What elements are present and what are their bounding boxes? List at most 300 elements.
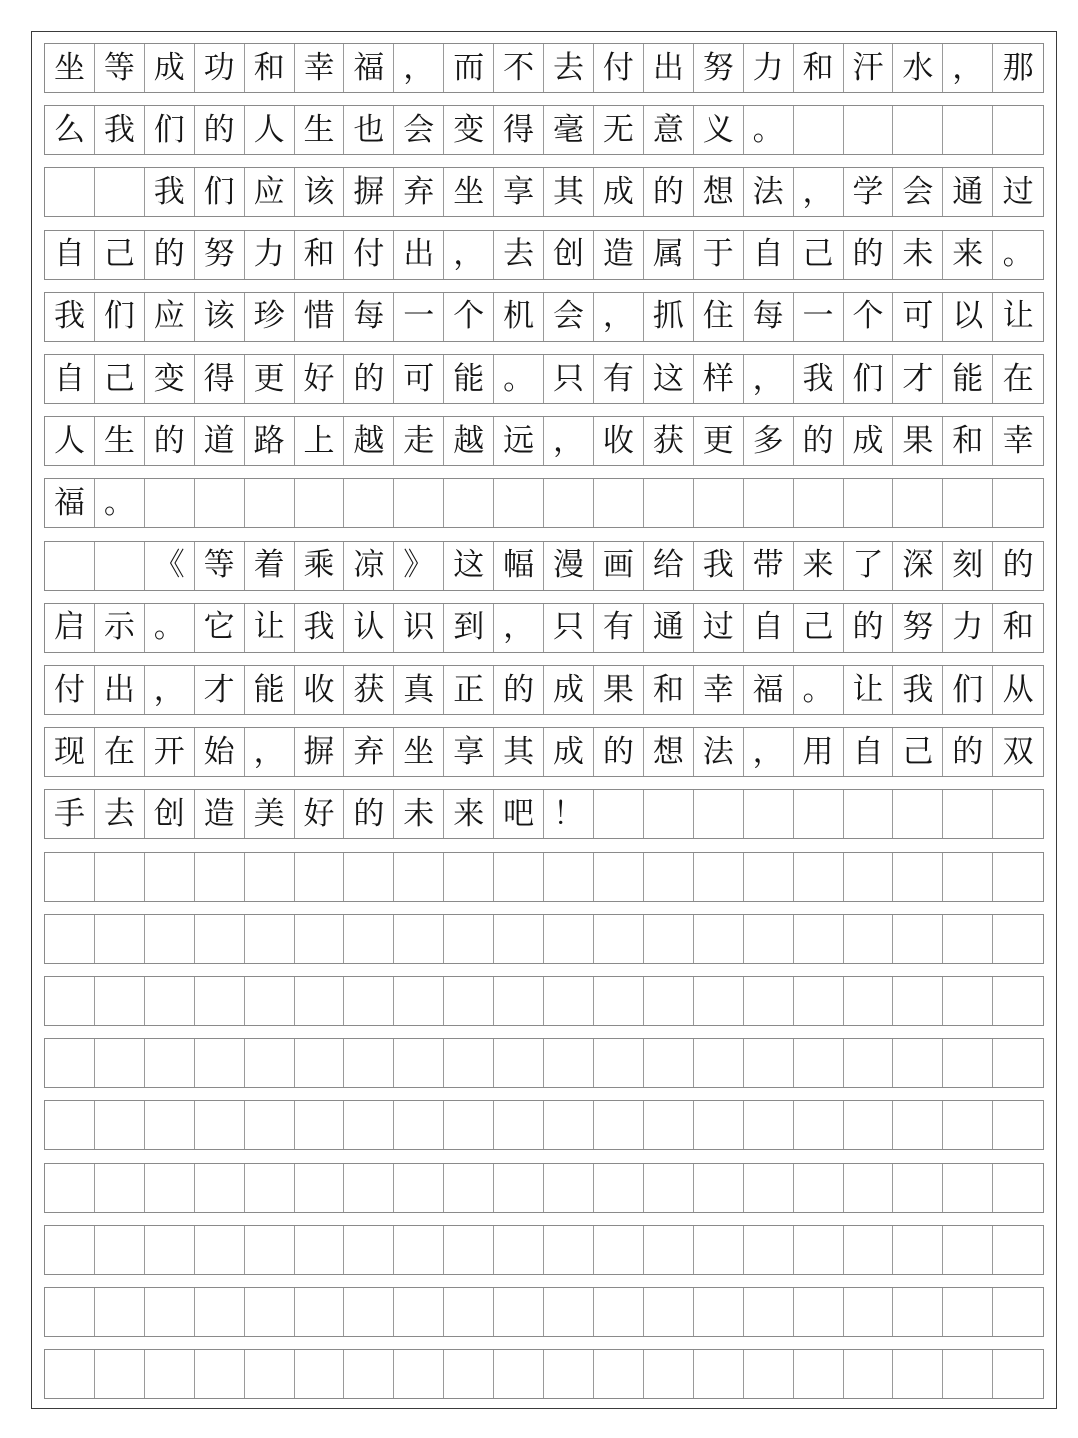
- grid-row: [44, 416, 1044, 466]
- grid-cell: [344, 1101, 394, 1149]
- grid-cell: 力: [943, 604, 993, 652]
- grid-cell: [145, 977, 195, 1025]
- grid-cell: 通: [943, 168, 993, 216]
- grid-cell: [993, 790, 1043, 838]
- grid-cell: 到: [444, 604, 494, 652]
- grid-row: [44, 852, 1044, 902]
- grid-cell: 生: [95, 417, 145, 465]
- grid-cell: [794, 106, 844, 154]
- grid-cell: 力: [744, 44, 794, 92]
- grid-cell: 该: [195, 293, 245, 341]
- grid-cell: 。: [1002, 236, 1034, 273]
- grid-cell: 了: [844, 542, 894, 590]
- grid-row: [44, 230, 1044, 280]
- grid-cell: [195, 1164, 245, 1212]
- grid-cell: [394, 1164, 444, 1212]
- grid-cell: [145, 1164, 195, 1212]
- grid-cell: [644, 790, 694, 838]
- grid-cell: ，: [943, 44, 993, 92]
- grid-cell: [943, 853, 993, 901]
- grid-cell: [644, 853, 694, 901]
- grid-cell: [993, 1288, 1043, 1336]
- essay-sheet: [31, 31, 1057, 1409]
- grid-cell: [45, 1039, 95, 1087]
- grid-cell: [644, 1226, 694, 1274]
- grid-cell: 幸: [295, 44, 345, 92]
- grid-cell: [893, 1039, 943, 1087]
- grid-cell: [794, 1164, 844, 1212]
- grid-cell: [644, 1288, 694, 1336]
- grid-cell: [394, 1350, 444, 1398]
- grid-cell: [844, 1164, 894, 1212]
- grid-cell: 成: [145, 44, 195, 92]
- grid-cell: 远: [494, 417, 544, 465]
- grid-cell: [594, 1164, 644, 1212]
- grid-cell: [494, 1226, 544, 1274]
- grid-cell: [644, 1101, 694, 1149]
- grid-cell: [544, 977, 594, 1025]
- grid-cell: 识: [394, 604, 444, 652]
- grid-cell: 美: [245, 790, 295, 838]
- grid-cell: [993, 479, 1043, 527]
- grid-cell: 弃: [394, 168, 444, 216]
- grid-cell: [444, 1288, 494, 1336]
- grid-cell: [844, 915, 894, 963]
- grid-cell: [195, 479, 245, 527]
- grid-row: [44, 43, 1044, 93]
- grid-cell: 变: [444, 106, 494, 154]
- grid-cell: [195, 977, 245, 1025]
- grid-row: [44, 478, 1044, 528]
- grid-cell: [694, 790, 744, 838]
- grid-cell: 和: [245, 44, 295, 92]
- grid-cell: 享: [494, 168, 544, 216]
- grid-cell: 想: [644, 728, 694, 776]
- grid-cell: [993, 977, 1043, 1025]
- grid-cell: 该: [295, 168, 345, 216]
- grid-cell: [544, 915, 594, 963]
- grid-cell: [444, 977, 494, 1025]
- grid-cell: 深: [893, 542, 943, 590]
- grid-cell: 福: [45, 479, 95, 527]
- grid-cell: 带: [744, 542, 794, 590]
- grid-cell: 能: [444, 355, 494, 403]
- grid-cell: [45, 915, 95, 963]
- grid-cell: 刻: [943, 542, 993, 590]
- grid-cell: 付: [344, 231, 394, 279]
- grid-cell: [694, 915, 744, 963]
- grid-cell: 未: [893, 231, 943, 279]
- grid-cell: 它: [195, 604, 245, 652]
- grid-cell: [694, 1039, 744, 1087]
- grid-row: [44, 914, 1044, 964]
- grid-cell: 弃: [344, 728, 394, 776]
- grid-cell: 我: [794, 355, 844, 403]
- grid-cell: [245, 1164, 295, 1212]
- grid-cell: [195, 853, 245, 901]
- grid-cell: 坐: [444, 168, 494, 216]
- grid-cell: [344, 1164, 394, 1212]
- grid-cell: 始: [195, 728, 245, 776]
- grid-cell: [195, 1039, 245, 1087]
- grid-cell: 的: [844, 231, 894, 279]
- grid-cell: [145, 915, 195, 963]
- grid-cell: [245, 1101, 295, 1149]
- grid-cell: [844, 479, 894, 527]
- grid-cell: [744, 1164, 794, 1212]
- grid-cell: ，: [494, 604, 544, 652]
- grid-cell: [844, 1288, 894, 1336]
- grid-cell: [844, 1101, 894, 1149]
- grid-row: [44, 665, 1044, 715]
- grid-cell: 过: [1002, 173, 1034, 210]
- grid-cell: [95, 1288, 145, 1336]
- grid-cell: [45, 1350, 95, 1398]
- grid-cell: 以: [943, 293, 993, 341]
- grid-cell: 义: [694, 106, 744, 154]
- grid-cell: [394, 479, 444, 527]
- grid-cell: 能: [245, 666, 295, 714]
- grid-cell: 手: [45, 790, 95, 838]
- grid-cell: 在: [1002, 360, 1034, 397]
- grid-cell: 越: [344, 417, 394, 465]
- grid-cell: [594, 1288, 644, 1336]
- grid-cell: [494, 1350, 544, 1398]
- grid-cell: [45, 1101, 95, 1149]
- grid-cell: 漫: [544, 542, 594, 590]
- grid-cell: ，: [794, 168, 844, 216]
- grid-cell: 住: [694, 293, 744, 341]
- grid-cell: 其: [494, 728, 544, 776]
- grid-cell: 成: [544, 666, 594, 714]
- grid-cell: [245, 853, 295, 901]
- grid-cell: 让: [844, 666, 894, 714]
- grid-cell: [694, 853, 744, 901]
- grid-cell: 果: [893, 417, 943, 465]
- grid-cell: 人: [45, 417, 95, 465]
- grid-cell: [195, 1226, 245, 1274]
- grid-cell: 一: [394, 293, 444, 341]
- grid-cell: 一: [794, 293, 844, 341]
- grid-cell: [844, 106, 894, 154]
- grid-cell: 。: [794, 666, 844, 714]
- grid-cell: 己: [95, 355, 145, 403]
- grid-cell: [494, 479, 544, 527]
- grid-cell: [444, 479, 494, 527]
- grid-cell: [494, 915, 544, 963]
- grid-cell: [943, 1226, 993, 1274]
- grid-cell: 有: [594, 604, 644, 652]
- grid-cell: [694, 1350, 744, 1398]
- grid-cell: 只: [544, 355, 594, 403]
- grid-cell: [145, 1350, 195, 1398]
- grid-cell: 的: [145, 417, 195, 465]
- grid-cell: [644, 479, 694, 527]
- grid-cell: [744, 1226, 794, 1274]
- grid-cell: [993, 1226, 1043, 1274]
- grid-cell: [794, 853, 844, 901]
- grid-cell: [794, 1039, 844, 1087]
- grid-cell: [594, 1350, 644, 1398]
- grid-cell: ，: [394, 44, 444, 92]
- grid-cell: [344, 915, 394, 963]
- grid-cell: 造: [594, 231, 644, 279]
- grid-cell: 来: [794, 542, 844, 590]
- grid-cell: 自: [844, 728, 894, 776]
- grid-cell: [594, 915, 644, 963]
- grid-cell: 力: [245, 231, 295, 279]
- grid-cell: 自: [744, 231, 794, 279]
- grid-cell: [295, 479, 345, 527]
- grid-cell: 我: [45, 293, 95, 341]
- grid-cell: 着: [245, 542, 295, 590]
- grid-cell: 坐: [45, 44, 95, 92]
- grid-cell: [444, 1226, 494, 1274]
- grid-cell: 珍: [245, 293, 295, 341]
- grid-cell: [844, 790, 894, 838]
- grid-cell: 。: [145, 604, 195, 652]
- grid-cell: 上: [295, 417, 345, 465]
- grid-cell: 我: [893, 666, 943, 714]
- grid-cell: [893, 1164, 943, 1212]
- grid-cell: 无: [594, 106, 644, 154]
- grid-cell: 生: [295, 106, 345, 154]
- grid-row: [44, 1225, 1044, 1275]
- grid-cell: 走: [394, 417, 444, 465]
- grid-cell: 得: [494, 106, 544, 154]
- grid-cell: 摒: [344, 168, 394, 216]
- grid-cell: [744, 1288, 794, 1336]
- grid-cell: 才: [893, 355, 943, 403]
- grid-cell: 和: [794, 44, 844, 92]
- grid-cell: ，: [444, 231, 494, 279]
- grid-cell: [544, 1101, 594, 1149]
- grid-cell: 样: [694, 355, 744, 403]
- grid-cell: 每: [744, 293, 794, 341]
- grid-cell: 变: [145, 355, 195, 403]
- grid-cell: [245, 977, 295, 1025]
- grid-cell: [444, 1350, 494, 1398]
- grid-row: [44, 727, 1044, 777]
- grid-cell: 努: [694, 44, 744, 92]
- grid-cell: [344, 1288, 394, 1336]
- grid-cell: [295, 1226, 345, 1274]
- grid-cell: 也: [344, 106, 394, 154]
- grid-cell: [195, 915, 245, 963]
- grid-cell: 创: [145, 790, 195, 838]
- grid-cell: [993, 915, 1043, 963]
- grid-cell: [45, 853, 95, 901]
- grid-cell: 那: [1002, 49, 1034, 86]
- grid-cell: [344, 1039, 394, 1087]
- grid-row: [44, 976, 1044, 1026]
- grid-cell: 》: [394, 542, 444, 590]
- grid-row: [44, 1100, 1044, 1150]
- grid-cell: [394, 853, 444, 901]
- grid-cell: 等: [95, 44, 145, 92]
- grid-cell: 创: [544, 231, 594, 279]
- grid-cell: 真: [394, 666, 444, 714]
- grid-cell: 自: [45, 231, 95, 279]
- grid-cell: [95, 853, 145, 901]
- grid-cell: 的: [943, 728, 993, 776]
- grid-cell: [344, 1350, 394, 1398]
- grid-cell: [893, 479, 943, 527]
- grid-cell: 。: [95, 479, 145, 527]
- grid-cell: 更: [694, 417, 744, 465]
- grid-cell: [45, 1288, 95, 1336]
- grid-cell: [145, 1226, 195, 1274]
- grid-cell: 应: [245, 168, 295, 216]
- grid-cell: 出: [644, 44, 694, 92]
- grid-cell: 用: [794, 728, 844, 776]
- grid-cell: [943, 1039, 993, 1087]
- grid-cell: [943, 1288, 993, 1336]
- grid-cell: [893, 106, 943, 154]
- grid-cell: 们: [195, 168, 245, 216]
- grid-cell: [444, 1164, 494, 1212]
- grid-cell: [544, 1039, 594, 1087]
- grid-cell: 属: [644, 231, 694, 279]
- grid-cell: [245, 479, 295, 527]
- grid-cell: 《: [145, 542, 195, 590]
- grid-cell: [844, 977, 894, 1025]
- grid-cell: 得: [195, 355, 245, 403]
- grid-cell: 去: [544, 44, 594, 92]
- grid-cell: [893, 1101, 943, 1149]
- grid-cell: ，: [744, 728, 794, 776]
- grid-row: [44, 541, 1044, 591]
- grid-cell: [295, 915, 345, 963]
- grid-cell: 每: [344, 293, 394, 341]
- grid-cell: 正: [444, 666, 494, 714]
- grid-cell: 的: [195, 106, 245, 154]
- grid-cell: ，: [145, 666, 195, 714]
- grid-cell: [145, 1039, 195, 1087]
- grid-cell: [794, 1226, 844, 1274]
- grid-cell: 来: [444, 790, 494, 838]
- grid-cell: [594, 853, 644, 901]
- grid-cell: ，: [544, 417, 594, 465]
- grid-cell: [993, 853, 1043, 901]
- grid-cell: [95, 977, 145, 1025]
- grid-cell: 路: [245, 417, 295, 465]
- grid-cell: 吧: [494, 790, 544, 838]
- grid-cell: [95, 1350, 145, 1398]
- grid-cell: 去: [494, 231, 544, 279]
- grid-cell: [245, 1039, 295, 1087]
- grid-cell: [794, 790, 844, 838]
- grid-cell: 双: [1002, 733, 1034, 770]
- grid-cell: 们: [145, 106, 195, 154]
- grid-cell: 自: [744, 604, 794, 652]
- grid-cell: 付: [45, 666, 95, 714]
- grid-cell: [245, 915, 295, 963]
- grid-cell: 意: [644, 106, 694, 154]
- grid-cell: [694, 1226, 744, 1274]
- grid-cell: [394, 1288, 444, 1336]
- grid-cell: [195, 1288, 245, 1336]
- grid-cell: [494, 1164, 544, 1212]
- grid-cell: [943, 479, 993, 527]
- grid-cell: 从: [1002, 671, 1034, 708]
- grid-cell: 出: [95, 666, 145, 714]
- grid-cell: [295, 977, 345, 1025]
- grid-cell: 好: [295, 790, 345, 838]
- grid-row: [44, 1038, 1044, 1088]
- grid-cell: [295, 1164, 345, 1212]
- grid-cell: [844, 1226, 894, 1274]
- grid-cell: [844, 853, 894, 901]
- grid-cell: 法: [694, 728, 744, 776]
- grid-cell: 凉: [344, 542, 394, 590]
- grid-cell: 和: [644, 666, 694, 714]
- grid-cell: [993, 1350, 1043, 1398]
- grid-cell: 让: [1002, 298, 1034, 335]
- grid-cell: 获: [644, 417, 694, 465]
- grid-cell: [943, 1350, 993, 1398]
- grid-cell: [95, 1226, 145, 1274]
- grid-cell: [893, 915, 943, 963]
- grid-cell: 来: [943, 231, 993, 279]
- grid-cell: 道: [195, 417, 245, 465]
- grid-cell: 的: [794, 417, 844, 465]
- grid-cell: 幸: [1002, 422, 1034, 459]
- grid-cell: [95, 1101, 145, 1149]
- grid-cell: 收: [295, 666, 345, 714]
- grid-cell: [644, 1164, 694, 1212]
- grid-cell: 给: [644, 542, 694, 590]
- grid-cell: [794, 1101, 844, 1149]
- grid-cell: 福: [344, 44, 394, 92]
- grid-row: [44, 1287, 1044, 1337]
- grid-row: [44, 1163, 1044, 1213]
- grid-cell: [893, 1288, 943, 1336]
- grid-cell: 在: [95, 728, 145, 776]
- grid-cell: 未: [394, 790, 444, 838]
- grid-cell: 的: [344, 355, 394, 403]
- grid-cell: [694, 1101, 744, 1149]
- grid-cell: 获: [344, 666, 394, 714]
- grid-cell: [394, 977, 444, 1025]
- grid-cell: 想: [694, 168, 744, 216]
- grid-cell: 努: [195, 231, 245, 279]
- grid-cell: [794, 479, 844, 527]
- grid-cell: 个: [444, 293, 494, 341]
- grid-cell: [744, 1350, 794, 1398]
- grid-cell: 们: [943, 666, 993, 714]
- grid-cell: 只: [544, 604, 594, 652]
- grid-cell: 和: [943, 417, 993, 465]
- grid-cell: [45, 542, 95, 590]
- grid-cell: 和: [295, 231, 345, 279]
- grid-cell: 法: [744, 168, 794, 216]
- grid-cell: [245, 1288, 295, 1336]
- grid-cell: 的: [344, 790, 394, 838]
- grid-cell: 过: [694, 604, 744, 652]
- grid-cell: 可: [893, 293, 943, 341]
- grid-cell: 现: [45, 728, 95, 776]
- grid-cell: [594, 1039, 644, 1087]
- grid-cell: 可: [394, 355, 444, 403]
- grid-cell: 于: [694, 231, 744, 279]
- grid-cell: 的: [494, 666, 544, 714]
- grid-cell: 付: [594, 44, 644, 92]
- grid-row: [44, 105, 1044, 155]
- grid-cell: 我: [95, 106, 145, 154]
- grid-cell: 这: [644, 355, 694, 403]
- grid-cell: [993, 1039, 1043, 1087]
